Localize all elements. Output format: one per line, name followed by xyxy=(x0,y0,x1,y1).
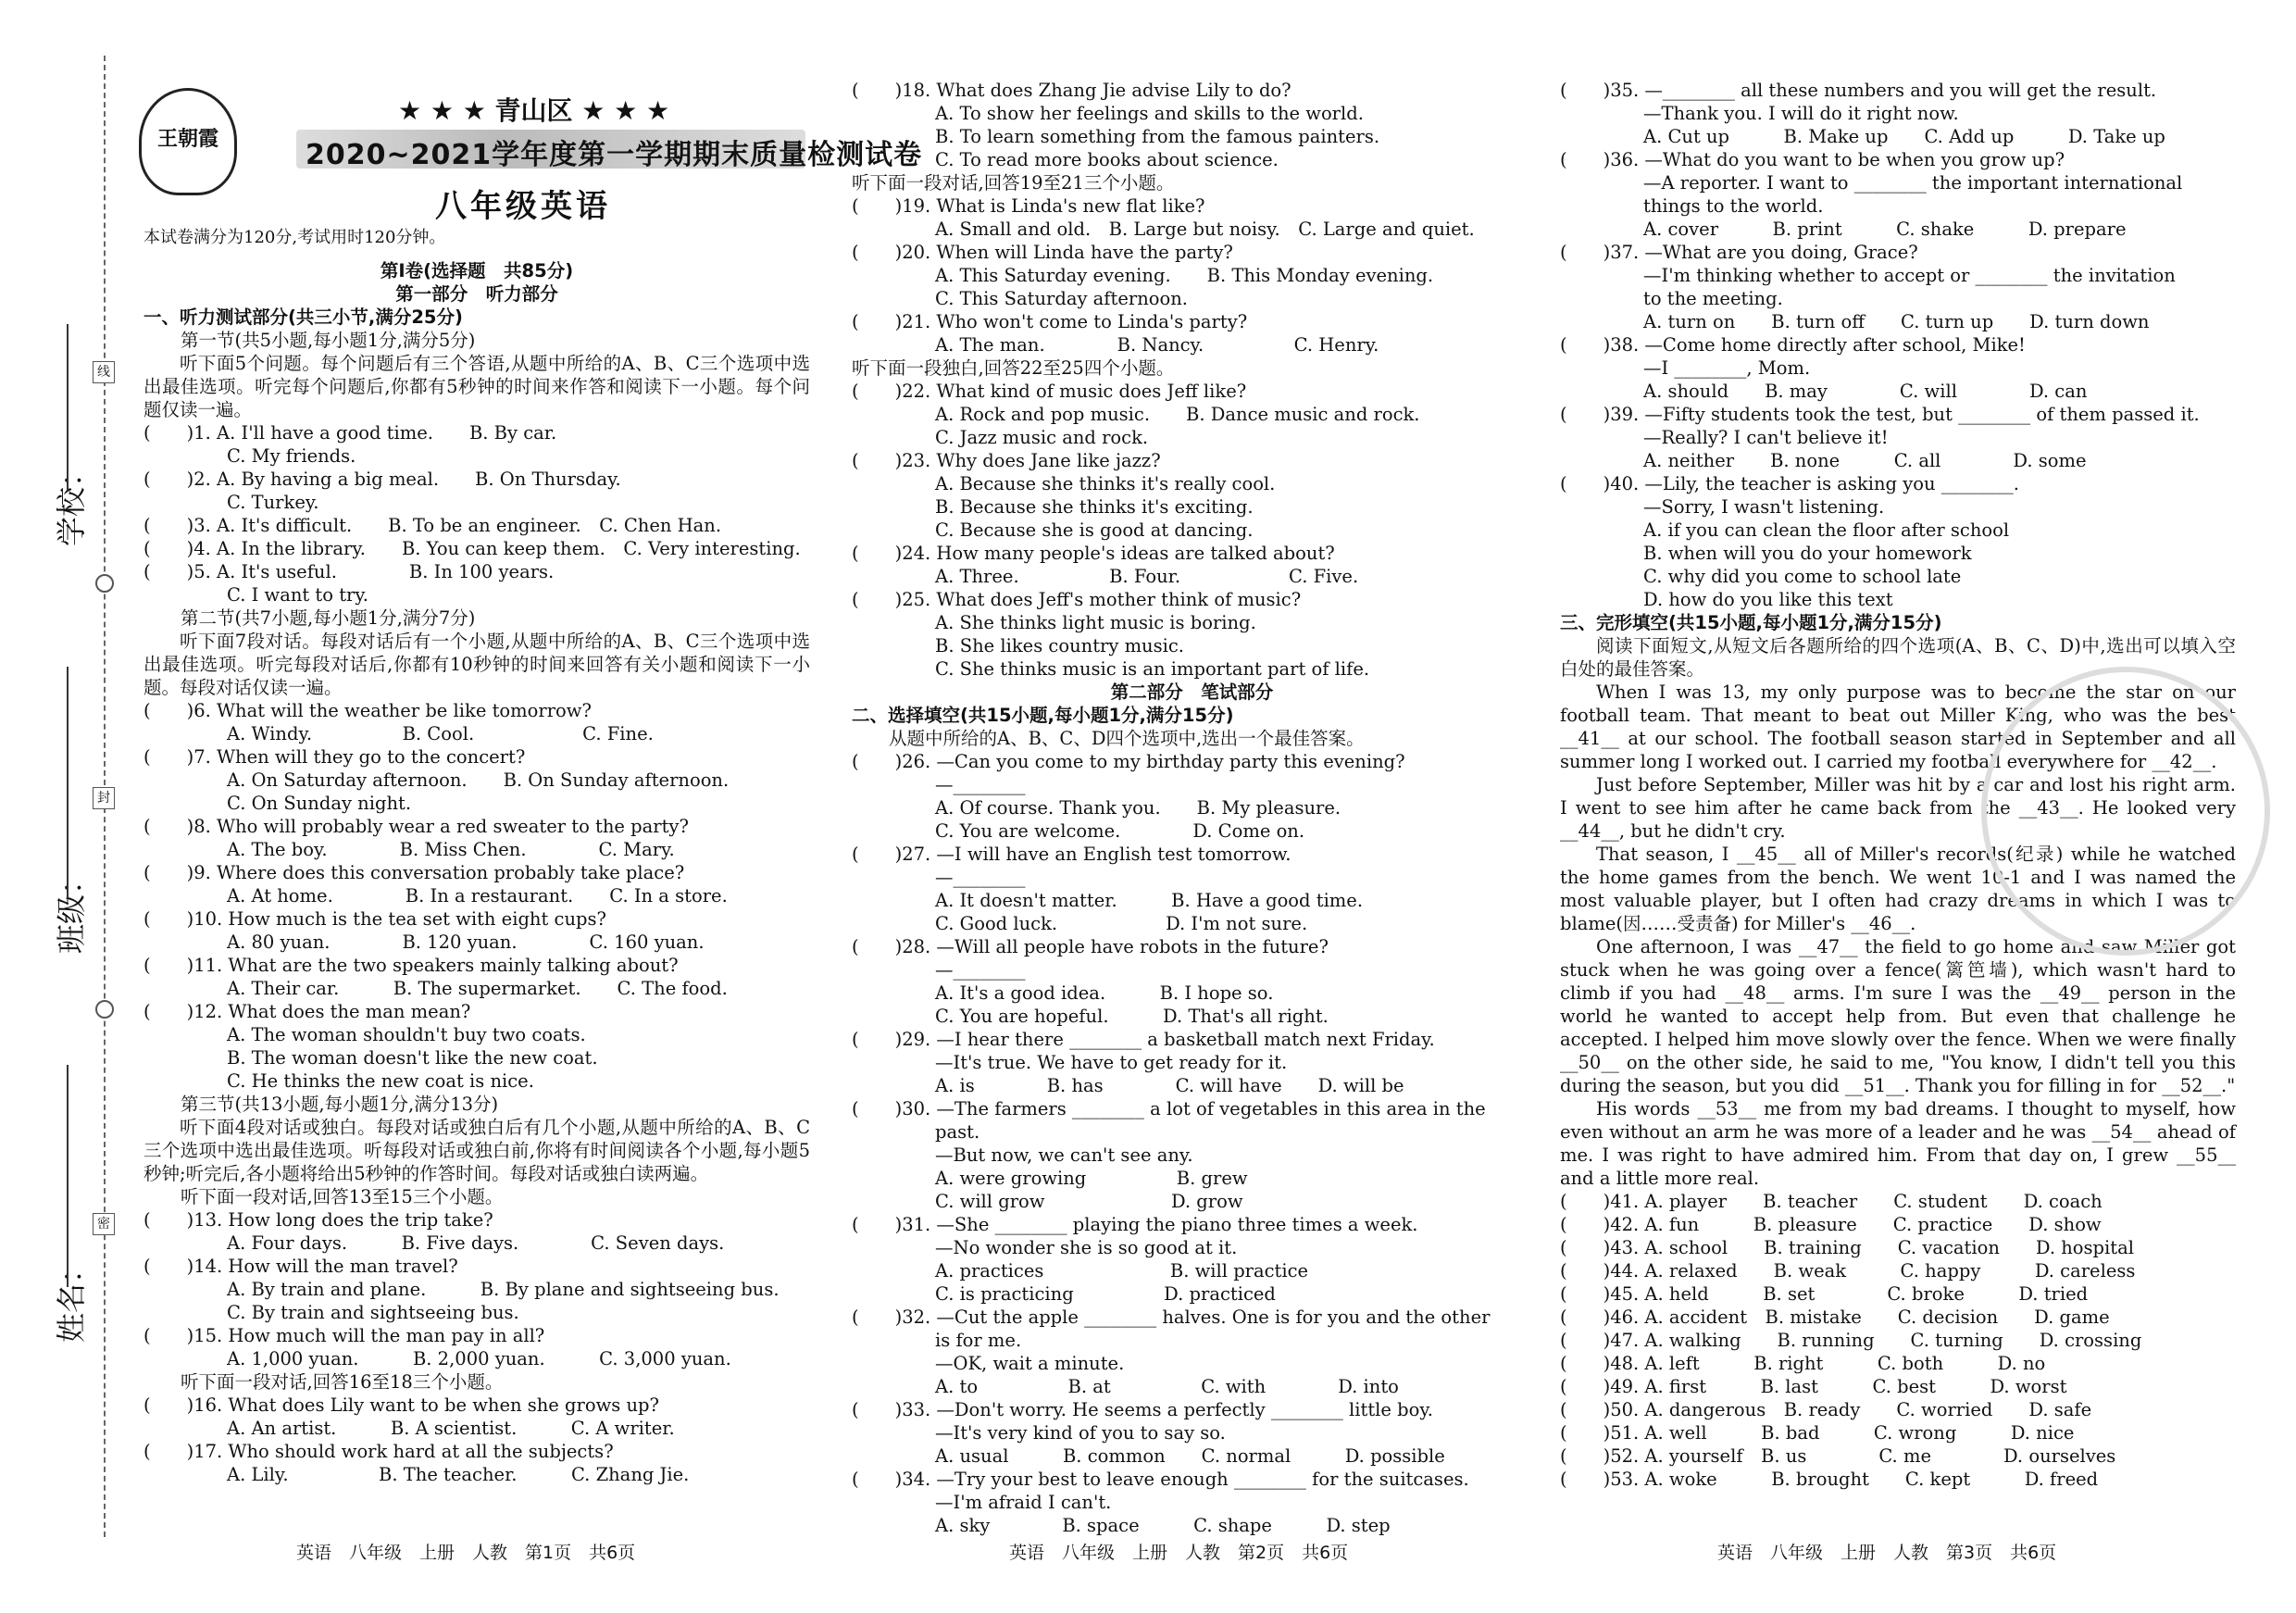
col2-line: —It's true. We have to get ready for it. xyxy=(935,1052,1288,1073)
col1-line: ( )1. A. I'll have a good time. B. By car. xyxy=(144,422,557,444)
col2-line: A. To show her feelings and skills to the world. xyxy=(935,103,1364,124)
page-footer-1: 英语 八年级 上册 人教 第1页 共6页 xyxy=(296,1543,636,1563)
col1-line: ( )13. How long does the trip take? xyxy=(144,1209,493,1231)
col3-line: ( )40. —Lily, the teacher is asking you ________. xyxy=(1560,473,2019,494)
col2-line: —But now, we can't see any. xyxy=(935,1144,1193,1166)
col1-line: ( )2. A. By having a big meal. B. On Thursday. xyxy=(144,469,621,490)
col1-line: A. Four days. B. Five days. C. Seven days. xyxy=(227,1232,725,1254)
col1-line: A. On Saturday afternoon. B. On Sunday afternoon. xyxy=(227,769,730,791)
col1-line: ( )11. What are the two speakers mainly talking about? xyxy=(144,955,679,976)
col2-line: C. This Saturday afternoon. xyxy=(935,288,1188,309)
column-2 xyxy=(852,79,1532,1537)
name-label: 姓名： xyxy=(54,1253,89,1343)
col2-line: past. xyxy=(935,1121,980,1143)
col2-line: A. Because she thinks it's really cool. xyxy=(935,473,1276,494)
seal-mark-secret: 密 xyxy=(93,1213,115,1235)
col2-line: A. It doesn't matter. B. Have a good time. xyxy=(935,890,1364,911)
school-field[interactable] xyxy=(67,324,69,491)
col3-line: ( )48. A. left B. right C. both D. no xyxy=(1560,1353,2046,1374)
col1-line: 听下面4段对话或独白。每段对话或独白后有几个小题,从题中所给的A、B、C三个选项中选出最佳选项。听每段对话或独白前,你将有时间阅读各个小题,每小题5秒钟;听完后,各小题将给出5秒钟的作答时间。每段对话或独白读两遍。 xyxy=(144,1117,810,1184)
col3-line: B. when will you do your homework xyxy=(1643,543,1972,564)
col2-line: A. is B. has C. will have D. will be xyxy=(935,1075,1404,1096)
seal-mark-seal: 封 xyxy=(93,787,115,809)
col2-line: ( )22. What kind of music does Jeff like? xyxy=(852,381,1247,402)
col1-line: ( )6. What will the weather be like tomorrow? xyxy=(144,700,592,721)
col2-line: B. She likes country music. xyxy=(935,635,1184,656)
col1-line: B. The woman doesn't like the new coat. xyxy=(227,1047,598,1069)
col1-line: A. Windy. B. Cool. C. Fine. xyxy=(227,723,654,744)
col3-line: Just before September, Miller was hit by a car and lost his right arm. I went to see him after he came back from the __43__. He looked very __44__, but he didn't cry. xyxy=(1560,774,2236,842)
col3-line: ( )36. —What do you want to be when you grow up? xyxy=(1560,149,2065,170)
col1-line: 第Ⅰ卷(选择题 共85分) xyxy=(380,260,574,281)
page-footer-2: 英语 八年级 上册 人教 第2页 共6页 xyxy=(1009,1543,1349,1563)
col2-line: ( )34. —Try your best to leave enough ________ for the suitcases. xyxy=(852,1469,1469,1490)
col1-line: ( )15. How much will the man pay in all? xyxy=(144,1325,545,1346)
col2-line: A. Of course. Thank you. B. My pleasure. xyxy=(935,797,1341,819)
district-title: ★ ★ ★ 青山区 ★ ★ ★ xyxy=(398,95,670,126)
col1-line: C. By train and sightseeing bus. xyxy=(227,1302,519,1323)
col1-line: C. Turkey. xyxy=(227,492,319,513)
col1-line: A. An artist. B. A scientist. C. A writer. xyxy=(227,1418,675,1439)
col1-line: C. He thinks the new coat is nice. xyxy=(227,1070,534,1092)
col2-line: ( )23. Why does Jane like jazz? xyxy=(852,450,1161,471)
col2-line: ( )21. Who won't come to Linda's party? xyxy=(852,311,1248,332)
col2-line: is for me. xyxy=(935,1330,1022,1351)
col2-line: C. To read more books about science. xyxy=(935,149,1279,170)
col2-line: A. The man. B. Nancy. C. Henry. xyxy=(935,334,1379,356)
col3-line: —I'm thinking whether to accept or ________ the invitation xyxy=(1643,265,2176,286)
binding-hole xyxy=(95,1000,114,1019)
col2-line: A. This Saturday evening. B. This Monday evening. xyxy=(935,265,1434,286)
col2-line: C. is practicing D. practiced xyxy=(935,1283,1276,1305)
col3-line: A. cover B. print C. shake D. prepare xyxy=(1643,219,2127,240)
col2-line: —________ xyxy=(935,959,1026,981)
col2-line: ( )33. —Don't worry. He seems a perfectly ________ little boy. xyxy=(852,1399,1433,1420)
col3-line: A. Cut up B. Make up C. Add up D. Take up xyxy=(1643,126,2165,147)
col1-line: 听下面一段对话,回答13至15三个小题。 xyxy=(181,1186,504,1207)
col3-line: ( )51. A. well B. bad C. wrong D. nice xyxy=(1560,1422,2075,1444)
col2-line: 二、选择填空(共15小题,每小题1分,满分15分) xyxy=(852,705,1234,726)
col2-line: ( )30. —The farmers ________ a lot of vegetables in this area in the xyxy=(852,1098,1486,1119)
col2-line: —I'm afraid I can't. xyxy=(935,1492,1112,1513)
publisher-logo: 王朝霞 xyxy=(139,88,237,195)
col2-line: —OK, wait a minute. xyxy=(935,1353,1125,1374)
col2-line: A. Rock and pop music. B. Dance music and rock. xyxy=(935,404,1420,425)
page-footer-3: 英语 八年级 上册 人教 第3页 共6页 xyxy=(1717,1543,2057,1563)
col3-line: 阅读下面短文,从短文后各题所给的四个选项(A、B、C、D)中,选出可以填入空白处的最佳答案。 xyxy=(1560,635,2236,680)
col3-line: ( )37. —What are you doing, Grace? xyxy=(1560,242,1918,263)
col2-line: ( )31. —She ________ playing the piano three times a week. xyxy=(852,1214,1418,1235)
column-1 xyxy=(144,259,810,1486)
col1-line: ( )3. A. It's difficult. B. To be an engineer. C. Chen Han. xyxy=(144,515,722,536)
col2-line: A. Three. B. Four. C. Five. xyxy=(935,566,1359,587)
col3-line: ( )50. A. dangerous B. ready C. worried D. safe xyxy=(1560,1399,2092,1420)
col2-line: A. to B. at C. with D. into xyxy=(935,1376,1399,1397)
col3-line: —Sorry, I wasn't listening. xyxy=(1643,496,1885,518)
col2-line: B. Because she thinks it's exciting. xyxy=(935,496,1254,518)
exam-title: 2020~2021学年度第一学期期末质量检测试卷 xyxy=(306,139,923,171)
col2-line: C. She thinks music is an important part of life. xyxy=(935,658,1370,680)
binding-hole xyxy=(95,574,114,593)
class-label: 班级： xyxy=(54,864,89,954)
school-label: 学校： xyxy=(54,456,89,546)
col1-line: 听下面7段对话。每段对话后有一个小题,从题中所给的A、B、C三个选项中选出最佳选项。听完每段对话后,你都有10秒钟的时间来回答有关小题和阅读下一小题。每段对话仅读一遍。 xyxy=(144,631,810,698)
col1-line: 第一部分 听力部分 xyxy=(395,283,558,305)
col1-line: C. My friends. xyxy=(227,445,356,467)
col1-line: A. 80 yuan. B. 120 yuan. C. 160 yuan. xyxy=(227,932,705,953)
col3-line: ( )38. —Come home directly after school, Mike! xyxy=(1560,334,2026,356)
col3-line: D. how do you like this text xyxy=(1643,589,1893,610)
col1-line: ( )12. What does the man mean? xyxy=(144,1001,471,1022)
col2-line: ( )24. How many people's ideas are talked about? xyxy=(852,543,1335,564)
col2-line: C. You are welcome. D. Come on. xyxy=(935,820,1305,842)
col3-line: That season, I __45__ all of Miller's records(纪录) while he watched the home games from the bench. We went 10-1 and I was named the most valuable player, but I often had crazy dreams in which I was to blame(因……受责备) for Miller's __46__. xyxy=(1560,844,2236,934)
col3-line: ( )49. A. first B. last C. best D. worst xyxy=(1560,1376,2067,1397)
col3-line: ( )44. A. relaxed B. weak C. happy D. careless xyxy=(1560,1260,2136,1282)
binding-sidebar xyxy=(0,0,139,1613)
col3-line: A. if you can clean the floor after school xyxy=(1643,519,2010,541)
col2-line: A. were growing B. grew xyxy=(935,1168,1248,1189)
col3-line: One afternoon, I was __47__ the field to go home and saw Miller got stuck when he was going over a fence(篱笆墙), which wasn't hard to climb if you had __48__ arms. I'm sure I was the __49__ person in the world he wanted to accept help from. But even that challenge he accepted. I helped him move slowly over the fence. When we were finally __50__ on the other side, he said to me, "You know, I didn't tell you this during the season, but you did __51__. Thank you for filling in for __52__." xyxy=(1560,936,2236,1096)
name-field[interactable] xyxy=(67,1065,69,1287)
seal-mark-line: 线 xyxy=(93,361,115,383)
col1-line: C. I want to try. xyxy=(227,584,368,606)
col2-line: A. It's a good idea. B. I hope so. xyxy=(935,982,1274,1004)
col3-line: ( )52. A. yourself B. us C. me D. ourselves xyxy=(1560,1445,2116,1467)
col3-line: When I was 13, my only purpose was to become the star on our football team. That meant to beat out Miller King, who was the best __41__ at our school. The football season started in September and all summer long I worked out. I carried my football everywhere for __42__. xyxy=(1560,681,2236,772)
col1-line: 第二节(共7小题,每小题1分,满分7分) xyxy=(181,607,476,629)
col2-line: 从题中所给的A、B、C、D四个选项中,选出一个最佳答案。 xyxy=(889,728,1365,749)
col3-line: ( )42. A. fun B. pleasure C. practice D. show xyxy=(1560,1214,2102,1235)
col1-line: ( )9. Where does this conversation probably take place? xyxy=(144,862,685,883)
col2-line: ( )32. —Cut the apple ________ halves. One is for you and the other xyxy=(852,1307,1491,1328)
col1-line: ( )4. A. In the library. B. You can keep them. C. Very interesting. xyxy=(144,538,801,559)
col3-line: things to the world. xyxy=(1643,195,1824,217)
col3-line: —Thank you. I will do it right now. xyxy=(1643,103,1959,124)
col2-line: A. practices B. will practice xyxy=(935,1260,1309,1282)
col1-line: ( )14. How will the man travel? xyxy=(144,1256,458,1277)
col1-line: A. 1,000 yuan. B. 2,000 yuan. C. 3,000 yuan. xyxy=(227,1348,731,1369)
col3-line: —A reporter. I want to ________ the important international xyxy=(1643,172,2183,194)
col2-line: —No wonder she is so good at it. xyxy=(935,1237,1238,1258)
col1-line: 一、听力测试部分(共三小节,满分25分) xyxy=(144,306,463,328)
col3-line: to the meeting. xyxy=(1643,288,1783,309)
col1-line: A. By train and plane. B. By plane and sightseeing bus. xyxy=(227,1279,780,1300)
col2-line: C. Jazz music and rock. xyxy=(935,427,1149,448)
col1-line: ( )8. Who will probably wear a red sweater to the party? xyxy=(144,816,689,837)
col1-line: A. The woman shouldn't buy two coats. xyxy=(227,1024,586,1045)
col3-line: C. why did you come to school late xyxy=(1643,566,1962,587)
col1-line: 第三节(共13小题,每小题1分,满分13分) xyxy=(181,1094,499,1115)
col1-line: A. The boy. B. Miss Chen. C. Mary. xyxy=(227,839,675,860)
col3-line: ( )39. —Fifty students took the test, but ________ of them passed it. xyxy=(1560,404,2200,425)
col2-line: 第二部分 笔试部分 xyxy=(1110,681,1274,703)
col2-line: ( )19. What is Linda's new flat like? xyxy=(852,195,1205,217)
class-field[interactable] xyxy=(67,667,69,898)
col2-line: C. Because she is good at dancing. xyxy=(935,519,1254,541)
col1-line: ( )5. A. It's useful. B. In 100 years. xyxy=(144,561,555,582)
col2-line: 听下面一段独白,回答22至25四个小题。 xyxy=(852,357,1175,379)
col2-line: A. sky B. space C. shape D. step xyxy=(935,1515,1391,1536)
col2-line: ( )25. What does Jeff's mother think of music? xyxy=(852,589,1302,610)
col2-line: —________ xyxy=(935,774,1026,795)
col1-line: C. On Sunday night. xyxy=(227,793,412,814)
col3-line: 三、完形填空(共15小题,每小题1分,满分15分) xyxy=(1560,612,1942,633)
col1-line: A. Lily. B. The teacher. C. Zhang Jie. xyxy=(227,1464,690,1485)
col1-line: A. At home. B. In a restaurant. C. In a store. xyxy=(227,885,728,907)
col1-line: ( )7. When will they go to the concert? xyxy=(144,746,526,768)
col2-line: ( )26. —Can you come to my birthday party this evening? xyxy=(852,751,1405,772)
exam-intro: 本试卷满分为120分,考试用时120分钟。 xyxy=(144,228,446,247)
col3-line: ( )43. A. school B. training C. vacation D. hospital xyxy=(1560,1237,2134,1258)
col1-line: ( )16. What does Lily want to be when she grows up? xyxy=(144,1394,659,1416)
col2-line: A. usual B. common C. normal D. possible xyxy=(935,1445,1445,1467)
col2-line: C. You are hopeful. D. That's all right. xyxy=(935,1006,1329,1027)
col3-line: A. neither B. none C. all D. some xyxy=(1643,450,2087,471)
col3-line: A. should B. may C. will D. can xyxy=(1643,381,2088,402)
col2-line: B. To learn something from the famous painters. xyxy=(935,126,1380,147)
col2-line: —________ xyxy=(935,867,1026,888)
col1-line: 听下面一段对话,回答16至18三个小题。 xyxy=(181,1371,504,1393)
col3-line: ( )53. A. woke B. brought C. kept D. freed xyxy=(1560,1469,2099,1490)
col1-line: 听下面5个问题。每个问题后有三个答语,从题中所给的A、B、C三个选项中选出最佳选项。听完每个问题后,你都有5秒钟的时间来作答和阅读下一小题。每个问题仅读一遍。 xyxy=(144,353,810,420)
col2-line: C. will grow D. grow xyxy=(935,1191,1243,1212)
col1-line: ( )10. How much is the tea set with eight cups? xyxy=(144,908,606,930)
col2-line: A. She thinks light music is boring. xyxy=(935,612,1256,633)
col3-line: ( )35. —________ all these numbers and you will get the result. xyxy=(1560,80,2157,101)
subject-title: 八年级英语 xyxy=(435,188,611,225)
col2-line: ( )20. When will Linda have the party? xyxy=(852,242,1233,263)
col3-line: ( )41. A. player B. teacher C. student D. coach xyxy=(1560,1191,2103,1212)
col1-line: ( )17. Who should work hard at all the subjects? xyxy=(144,1441,614,1462)
col2-line: —It's very kind of you to say so. xyxy=(935,1422,1226,1444)
watermark-seal xyxy=(1981,667,2270,956)
col2-line: ( )28. —Will all people have robots in the future? xyxy=(852,936,1329,957)
col2-line: A. Small and old. B. Large but noisy. C. Large and quiet. xyxy=(935,219,1475,240)
col1-line: A. Their car. B. The supermarket. C. The food. xyxy=(227,978,728,999)
col2-line: ( )27. —I will have an English test tomorrow. xyxy=(852,844,1292,865)
col3-line: His words __53__ me from my bad dreams. I thought to myself, how even without an arm he was more of a leader and he was __54__ ahead of me. I was right to have admired him. From that day on, I grew __55__ and a little more real. xyxy=(1560,1098,2236,1189)
col2-line: C. Good luck. D. I'm not sure. xyxy=(935,913,1308,934)
col2-line: 听下面一段对话,回答19至21三个小题。 xyxy=(852,172,1175,194)
col3-line: —I ________, Mom. xyxy=(1643,357,1811,379)
col2-line: ( )29. —I hear there ________ a basketball match next Friday. xyxy=(852,1029,1435,1050)
col2-line: ( )18. What does Zhang Jie advise Lily to do? xyxy=(852,80,1292,101)
col3-line: ( )45. A. held B. set C. broke D. tried xyxy=(1560,1283,2089,1305)
col3-line: A. turn on B. turn off C. turn up D. turn down xyxy=(1643,311,2150,332)
col3-line: ( )46. A. accident B. mistake C. decision D. game xyxy=(1560,1307,2110,1328)
col3-line: ( )47. A. walking B. running C. turning D. crossing xyxy=(1560,1330,2142,1351)
col3-line: —Really? I can't believe it! xyxy=(1643,427,1889,448)
col1-line: 第一节(共5小题,每小题1分,满分5分) xyxy=(181,330,476,351)
